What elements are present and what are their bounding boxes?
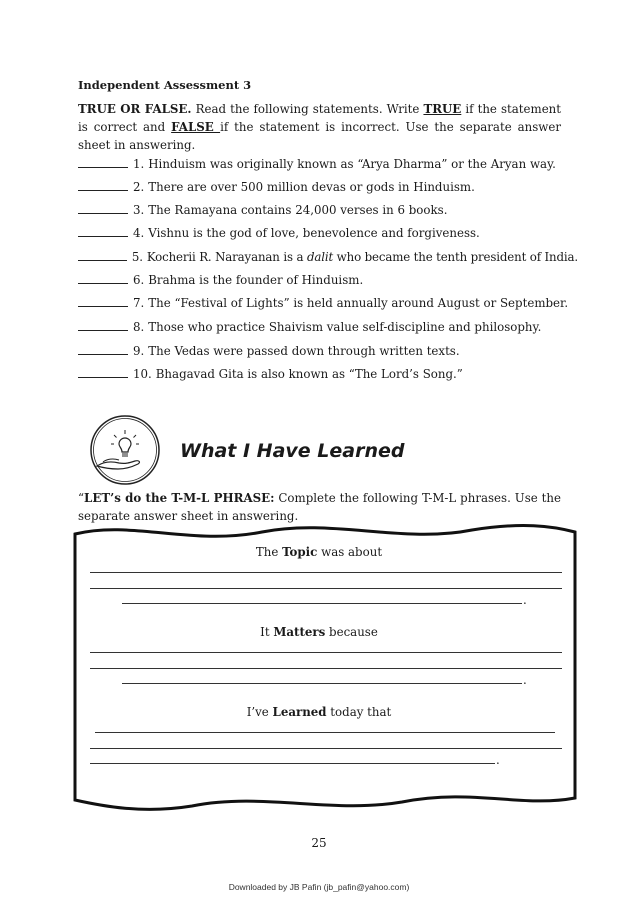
question-item xyxy=(78,342,578,358)
question-number: 1. xyxy=(133,157,145,171)
instructions-part1: Read the following statements. Write xyxy=(191,102,424,116)
tml-scroll-frame xyxy=(72,516,578,816)
question-number: 2. xyxy=(133,180,145,194)
assessment-heading: Independent Assessment 3 xyxy=(78,78,252,92)
answer-line[interactable] xyxy=(90,652,562,653)
answer-line[interactable] xyxy=(90,572,562,573)
tml-rest: Complete the following T-M-L phrases. Use the separate answer sheet in answering. xyxy=(78,491,561,523)
true-false-instructions xyxy=(78,100,561,154)
answer-blank[interactable] xyxy=(78,178,128,191)
answer-line[interactable] xyxy=(90,748,562,749)
question-text: Those who practice Shaivism value self-discipline and philosophy. xyxy=(148,320,542,334)
question-item xyxy=(78,318,578,334)
question-item xyxy=(78,365,578,381)
question-number: 7. xyxy=(133,296,145,310)
line-period: . xyxy=(523,593,527,607)
answer-line[interactable] xyxy=(95,732,555,733)
tml-lead: LET’s do the T-M-L PHRASE: xyxy=(84,491,275,505)
question-number: 8. xyxy=(133,320,145,334)
matters-prompt xyxy=(0,625,638,639)
answer-blank[interactable] xyxy=(78,248,127,261)
matters-keyword: Matters xyxy=(273,625,326,639)
answer-blank[interactable] xyxy=(78,365,128,378)
answer-blank[interactable] xyxy=(78,294,128,307)
question-item xyxy=(78,201,578,217)
instructions-lead: TRUE OR FALSE. xyxy=(78,102,192,116)
question-item xyxy=(78,294,578,310)
answer-line[interactable] xyxy=(122,603,522,604)
answer-blank[interactable] xyxy=(78,318,128,331)
answer-blank[interactable] xyxy=(78,271,128,284)
line-period: . xyxy=(523,673,527,687)
true-keyword: TRUE xyxy=(423,102,462,116)
instructions-part3: if the statement is incorrect. Use the separate answer sheet in answering. xyxy=(78,120,562,152)
question-text: Vishnu is the god of love, benevolence and forgiveness. xyxy=(148,226,480,240)
question-text-after: who became the tenth president of India. xyxy=(333,250,578,264)
question-text-italic: dalit xyxy=(306,250,334,264)
download-footer: Downloaded by JB Pafin (jb_pafin@yahoo.com) xyxy=(228,882,410,892)
question-item xyxy=(78,248,578,264)
question-item xyxy=(78,155,578,171)
learned-prompt-after: today that xyxy=(326,705,392,719)
question-number: 4. xyxy=(133,226,145,240)
question-item xyxy=(78,178,578,194)
page-number: 25 xyxy=(311,836,327,850)
false-keyword: FALSE xyxy=(171,120,221,134)
topic-prompt-before: The xyxy=(255,545,283,559)
answer-blank[interactable] xyxy=(78,155,128,168)
matters-prompt-before: It xyxy=(260,625,274,639)
tml-quote: “ xyxy=(78,491,85,505)
topic-prompt-after: was about xyxy=(317,545,383,559)
question-item xyxy=(78,224,578,240)
question-item xyxy=(78,271,578,287)
lightbulb-in-hand-icon xyxy=(89,414,161,486)
learned-keyword: Learned xyxy=(272,705,327,719)
instructions-part2: if the statement is correct and xyxy=(78,102,562,134)
learned-prompt-before: I’ve xyxy=(246,705,273,719)
question-number: 5. xyxy=(131,250,143,264)
question-text: Bhagavad Gita is also known as “The Lord’s Song.” xyxy=(155,367,463,381)
answer-line[interactable] xyxy=(90,588,562,589)
line-period: . xyxy=(496,753,500,767)
topic-keyword: Topic xyxy=(282,545,318,559)
question-text: The Ramayana contains 24,000 verses in 6 books. xyxy=(148,203,448,217)
answer-line[interactable] xyxy=(90,763,495,764)
question-text: The Vedas were passed down through written texts. xyxy=(148,344,460,358)
question-text: There are over 500 million devas or gods in Hinduism. xyxy=(148,180,475,194)
question-text-before: Kocherii R. Narayanan is a xyxy=(146,250,307,264)
question-number: 10. xyxy=(133,367,152,381)
answer-line[interactable] xyxy=(90,668,562,669)
question-text: Hinduism was originally known as “Arya Dharma” or the Aryan way. xyxy=(148,157,556,171)
answer-blank[interactable] xyxy=(78,224,128,237)
answer-line[interactable] xyxy=(122,683,522,684)
learned-prompt xyxy=(0,705,638,719)
answer-blank[interactable] xyxy=(78,201,128,214)
question-text: Brahma is the founder of Hinduism. xyxy=(148,273,364,287)
question-number: 9. xyxy=(133,344,145,358)
topic-prompt xyxy=(0,545,638,559)
question-number: 6. xyxy=(133,273,145,287)
matters-prompt-after: because xyxy=(325,625,378,639)
section-title: What I Have Learned xyxy=(180,440,405,462)
answer-blank[interactable] xyxy=(78,342,128,355)
question-number: 3. xyxy=(133,203,145,217)
question-text: The “Festival of Lights” is held annually around August or September. xyxy=(148,296,569,310)
